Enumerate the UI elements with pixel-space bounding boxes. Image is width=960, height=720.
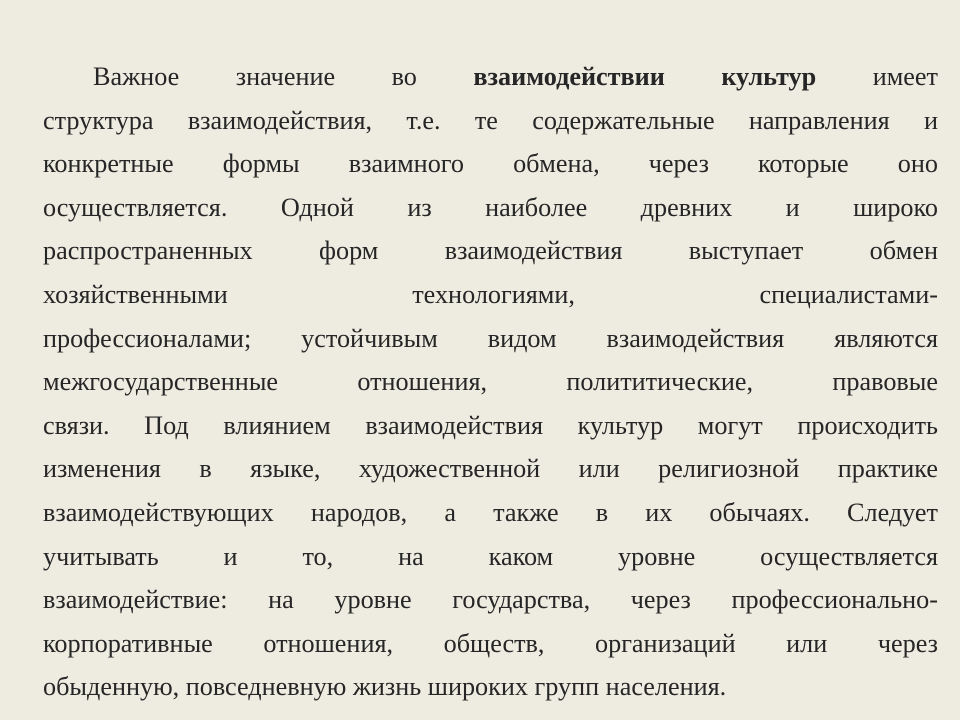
text-line-5: распространенных форм взаимодействия выступает обмен <box>43 236 938 266</box>
text-line-4: осуществляется. Одной из наиболее древних и широко <box>43 192 938 222</box>
text-line-12: учитывать и то, на каком уровне осуществляется <box>43 541 938 571</box>
text-line-11: взаимодействующих народов, а также в их обычаях. Следует <box>43 497 938 527</box>
text-line-2: структура взаимодействия, т.е. те содержательные направления и <box>43 105 938 135</box>
paragraph <box>43 55 938 709</box>
text-line-3: конкретные формы взаимного обмена, через которые оно <box>43 149 938 179</box>
text-line-15: обыденную, повседневную жизнь широких групп населения. <box>43 672 727 702</box>
text-line-13: взаимодействие: на уровне государства, через профессионально- <box>43 585 938 615</box>
text-line-8: межгосударственные отношения, полититические, правовые <box>43 367 938 397</box>
text-line-14: корпоративные отношения, обществ, организаций или через <box>43 628 938 658</box>
text-line-1-end: имеет <box>816 62 938 91</box>
text-line-9: связи. Под влиянием взаимодействия культур могут происходить <box>43 410 938 440</box>
text-line-7: профессионалами; устойчивым видом взаимодействия являются <box>43 323 938 353</box>
text-line-10: изменения в языке, художественной или религиозной практике <box>43 454 938 484</box>
text-line-6: хозяйственными технологиями, специалистами- <box>43 279 938 309</box>
text-line-1 <box>43 55 938 99</box>
bold-term: взаимодействии культур <box>473 62 817 91</box>
text-line-1-start: Важное значение во <box>93 62 474 91</box>
